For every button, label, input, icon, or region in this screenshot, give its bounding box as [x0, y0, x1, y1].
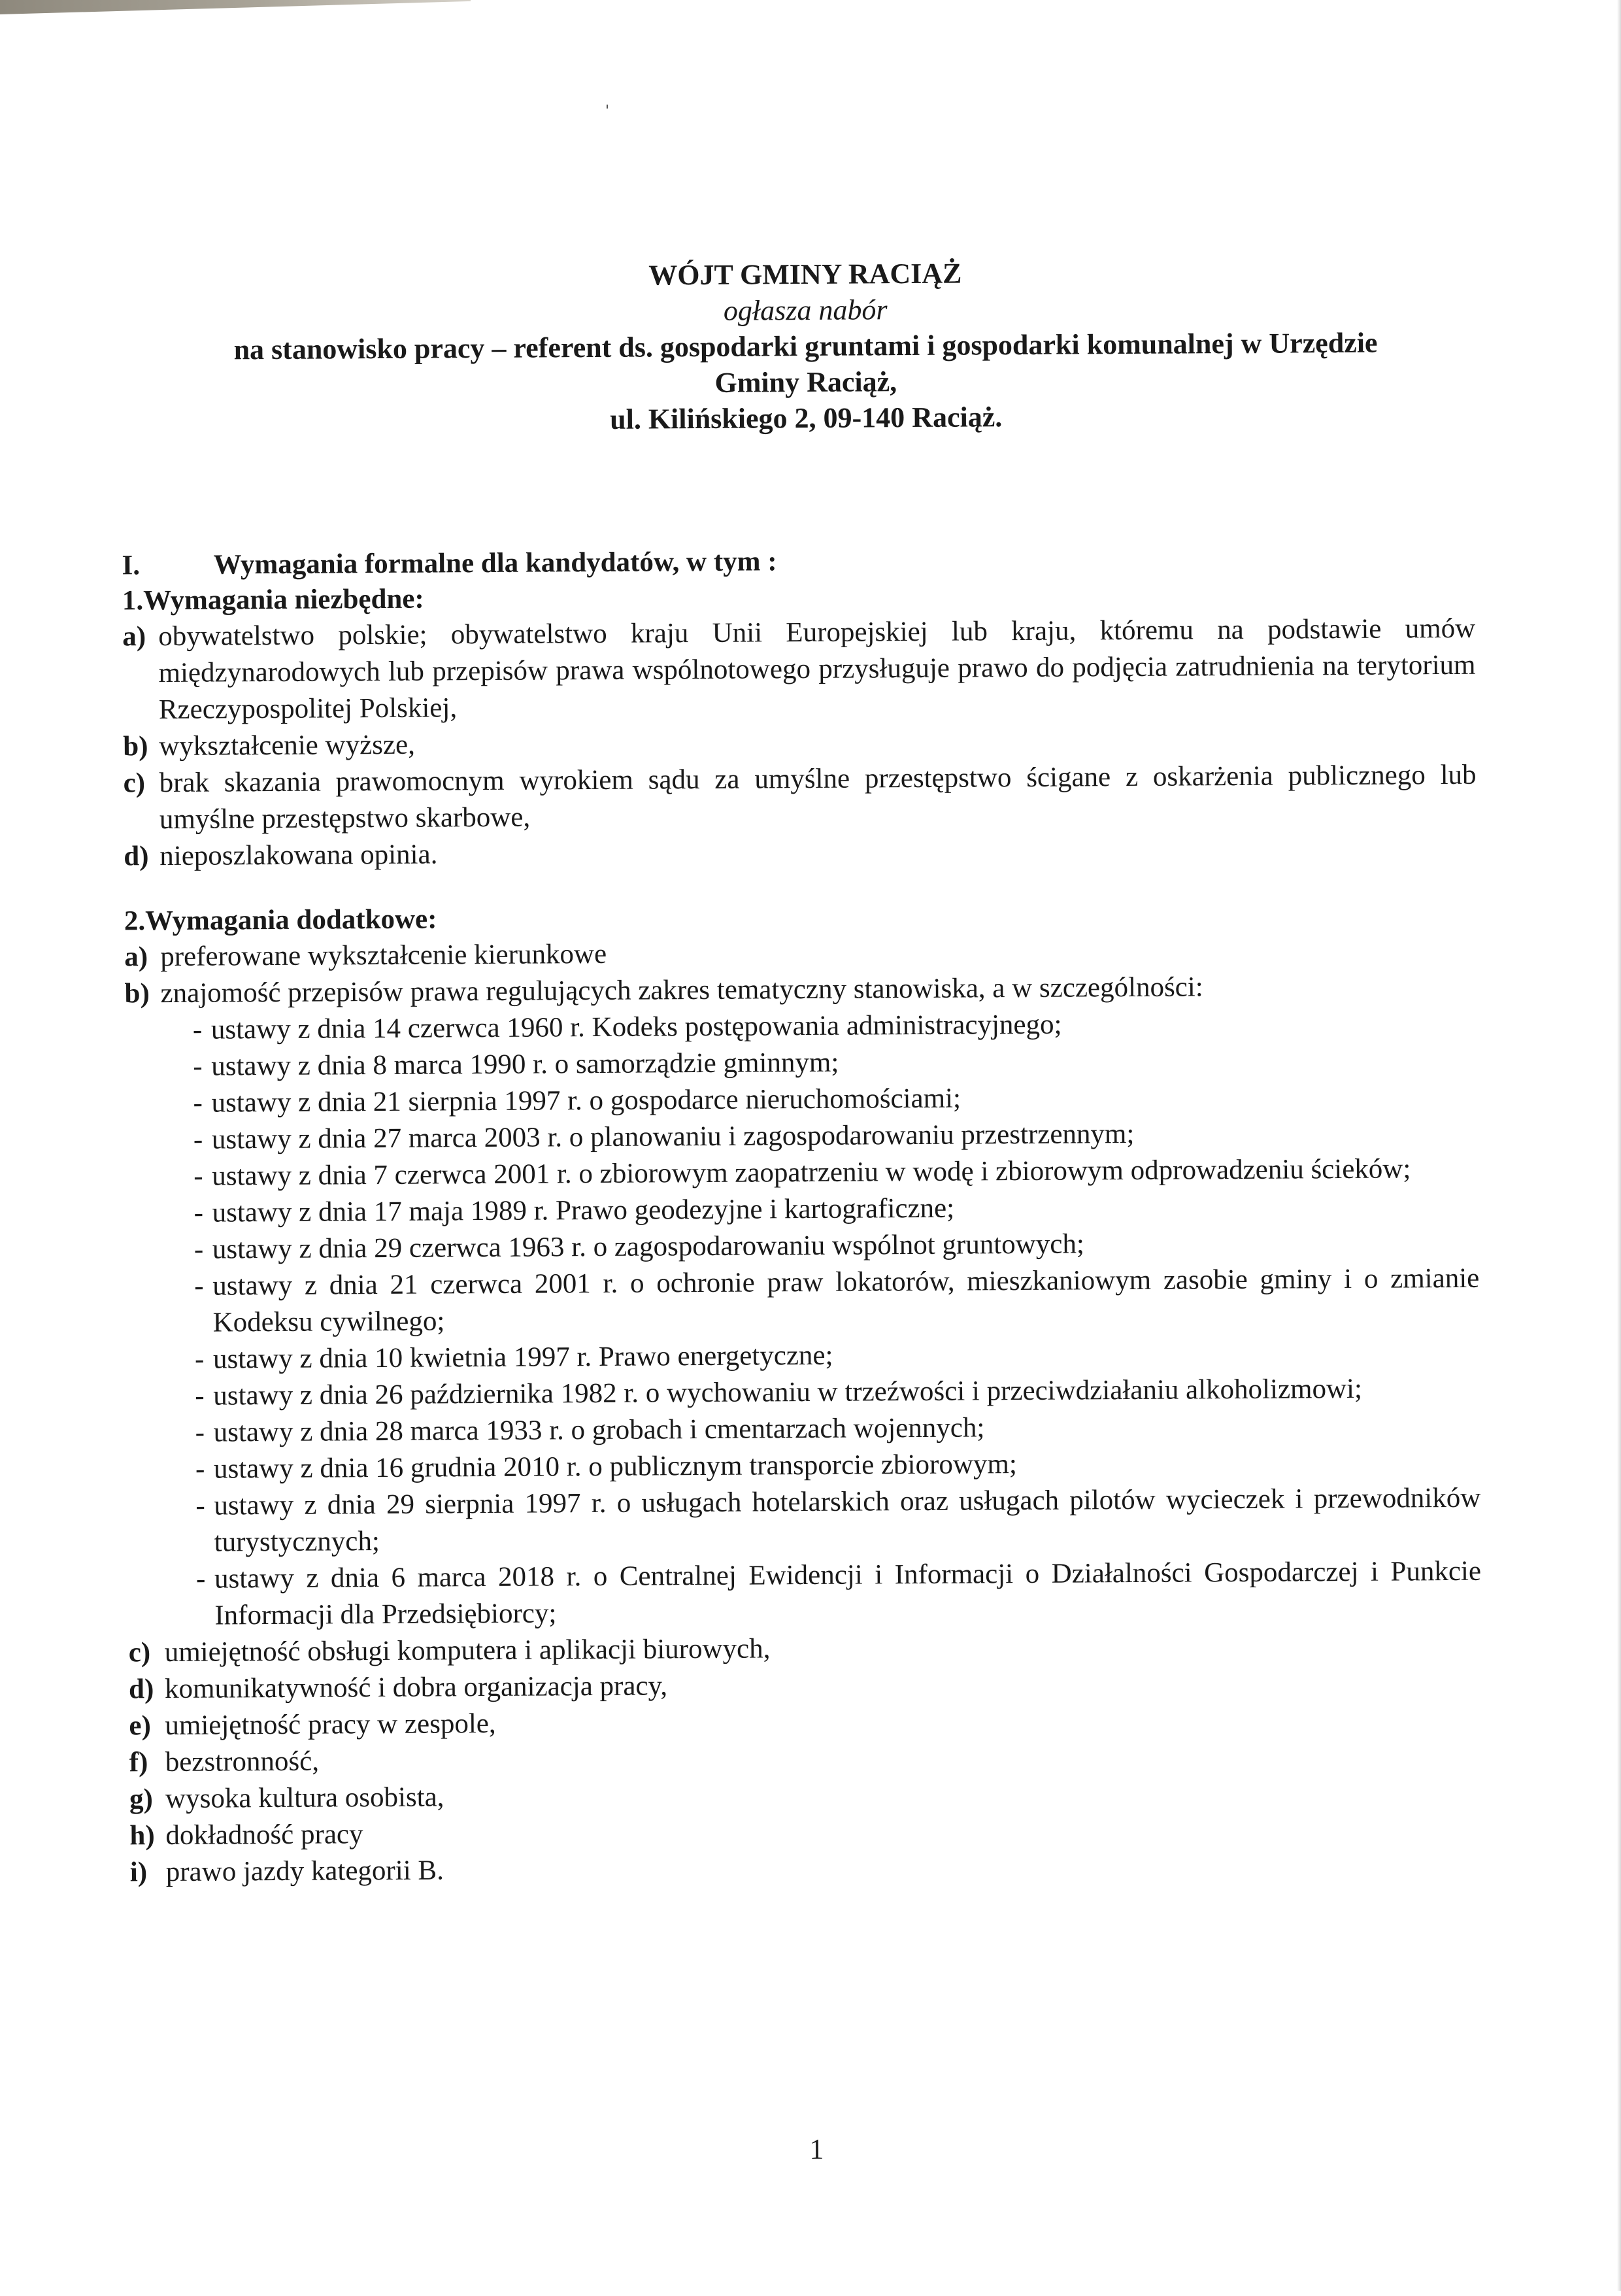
item-label: b) [124, 978, 150, 1009]
law-text: ustawy z dnia 6 marca 2018 r. o Centralnej Ewidencji i Informacji o Działalności Gospodarczej i Punkcie Informacji dla Przedsiębiorcy; [214, 1555, 1482, 1631]
dash-bullet: - [195, 1453, 205, 1485]
item-text: prawo jazdy kategorii B. [165, 1855, 444, 1888]
laws-list [125, 1004, 1482, 1635]
item-text: umiejętność obsługi komputera i aplikacji biurowych, [164, 1633, 771, 1668]
dash-bullet: - [194, 1270, 204, 1302]
document-subtitle: ogłasza nabór [723, 294, 888, 327]
dash-bullet: - [195, 1563, 206, 1595]
item-text: brak skazania prawomocnym wyrokiem sądu za umyślne przestępstwo ścigane z oskarżenia publicznego lub umyślne przestępstwo skarbowe, [159, 759, 1477, 836]
law-text: ustawy z dnia 21 czerwca 2001 r. o ochronie praw lokatorów, mieszkaniowym zasobie gminy i o zmianie Kodeksu cywilnego; [212, 1262, 1480, 1338]
item-label: c) [123, 768, 146, 799]
item-text: nieposzlakowana opinia. [159, 839, 438, 872]
section-number: I. [122, 550, 141, 581]
law-text: ustawy z dnia 21 sierpnia 1997 r. o gospodarce nieruchomościami; [211, 1083, 961, 1119]
item-label: g) [129, 1783, 154, 1815]
list-item [123, 757, 1477, 839]
law-text: ustawy z dnia 26 października 1982 r. o wychowaniu w trzeźwości i przeciwdziałaniu alkoholizmowi; [213, 1373, 1363, 1411]
section-title: Wymagania formalne dla kandydatów, w tym : [213, 546, 777, 581]
dash-bullet: - [193, 1197, 204, 1228]
item-label: c) [128, 1637, 151, 1668]
item-label: a) [122, 621, 146, 652]
item-text: preferowane wykształcenie kierunkowe [160, 938, 607, 973]
item-label: d) [124, 841, 149, 872]
item-text: obywatelstwo polskie; obywatelstwo kraju Unii Europejskiej lub kraju, któremu na podstawie umów międzynarodowych lub przepisów prawa wspólnotowego przysługuje prawo do podjęcia zatrudnienia na terytorium Rzeczypospolitej Polskiej, [158, 613, 1476, 726]
law-text: ustawy z dnia 29 sierpnia 1997 r. o usługach hotelarskich oraz usługach pilotów wycieczek i przewodników turystycznych; [214, 1482, 1481, 1558]
dash-bullet: - [193, 1234, 204, 1265]
law-text: ustawy z dnia 28 marca 1933 r. o grobach i cmentarzach wojennych; [213, 1412, 985, 1448]
page-number: 1 [809, 2133, 824, 2166]
item-label: b) [123, 731, 148, 762]
additional-list [124, 931, 1483, 1891]
law-text: ustawy z dnia 16 grudnia 2010 r. o publicznym transporcie zbiorowym; [213, 1449, 1017, 1485]
item-text: dokładność pracy [165, 1819, 363, 1851]
item-text: znajomość przepisów prawa regulujących zakres tematyczny stanowiska, a w szczególności: [160, 971, 1203, 1009]
law-text: ustawy z dnia 29 czerwca 1963 r. o zagospodarowaniu wspólnot gruntowych; [212, 1228, 1084, 1265]
item-label: f) [129, 1747, 148, 1778]
office-address: ul. Kilińskiego 2, 09-140 Raciąż. [610, 401, 1003, 435]
required-list [122, 611, 1477, 875]
document-body [122, 540, 1483, 1891]
required-heading: 1.Wymagania niezbędne: [122, 583, 424, 616]
dash-bullet: - [192, 1014, 203, 1045]
item-label: a) [124, 941, 148, 973]
list-item [122, 611, 1476, 729]
law-text: ustawy z dnia 17 maja 1989 r. Prawo geodezyjne i kartograficzne; [212, 1192, 955, 1228]
dash-bullet: - [195, 1417, 205, 1448]
document-header [0, 251, 1616, 441]
law-item [127, 1480, 1481, 1562]
item-label: e) [129, 1710, 151, 1742]
dash-bullet: - [193, 1124, 203, 1155]
law-item [128, 1553, 1482, 1635]
additional-heading: 2.Wymagania dodatkowe: [124, 903, 437, 937]
item-label: h) [129, 1820, 155, 1851]
position-title-line-2: Gminy Raciąż, [714, 365, 897, 399]
dash-bullet: - [195, 1380, 205, 1411]
dash-bullet: - [193, 1087, 203, 1119]
item-text: komunikatywność i dobra organizacja pracy, [164, 1670, 668, 1705]
law-item [126, 1260, 1480, 1342]
item-label: i) [129, 1857, 148, 1888]
law-text: ustawy z dnia 7 czerwca 2001 r. o zbiorowym zaopatrzeniu w wodę i zbiorowym odprowadzeniu ścieków; [212, 1153, 1411, 1192]
law-text: ustawy z dnia 27 marca 2003 r. o planowaniu i zagospodarowaniu przestrzennym; [211, 1118, 1135, 1155]
law-text: ustawy z dnia 8 marca 1990 r. o samorządzie gminnym; [211, 1047, 839, 1082]
item-text: umiejętność pracy w zespole, [165, 1708, 496, 1742]
position-title-line-1: na stanowisko pracy – referent ds. gospodarki gruntami i gospodarki komunalnej w Urzędzie [233, 326, 1378, 366]
item-text: wysoka kultura osobista, [165, 1781, 444, 1815]
list-item [130, 1846, 1483, 1891]
item-text: bezstronność, [165, 1746, 320, 1778]
document-title: WÓJT GMINY RACIĄŻ [648, 257, 962, 292]
law-text: ustawy z dnia 14 czerwca 1960 r. Kodeks postępowania administracyjnego; [210, 1009, 1062, 1045]
item-label: d) [128, 1674, 154, 1705]
dash-bullet: - [195, 1490, 205, 1521]
law-text: ustawy z dnia 10 kwietnia 1997 r. Prawo energetyczne; [212, 1340, 833, 1375]
item-text: wykształcenie wyższe, [159, 729, 416, 762]
dash-bullet: - [193, 1051, 203, 1082]
dash-bullet: - [194, 1343, 205, 1375]
dash-bullet: - [193, 1160, 203, 1192]
